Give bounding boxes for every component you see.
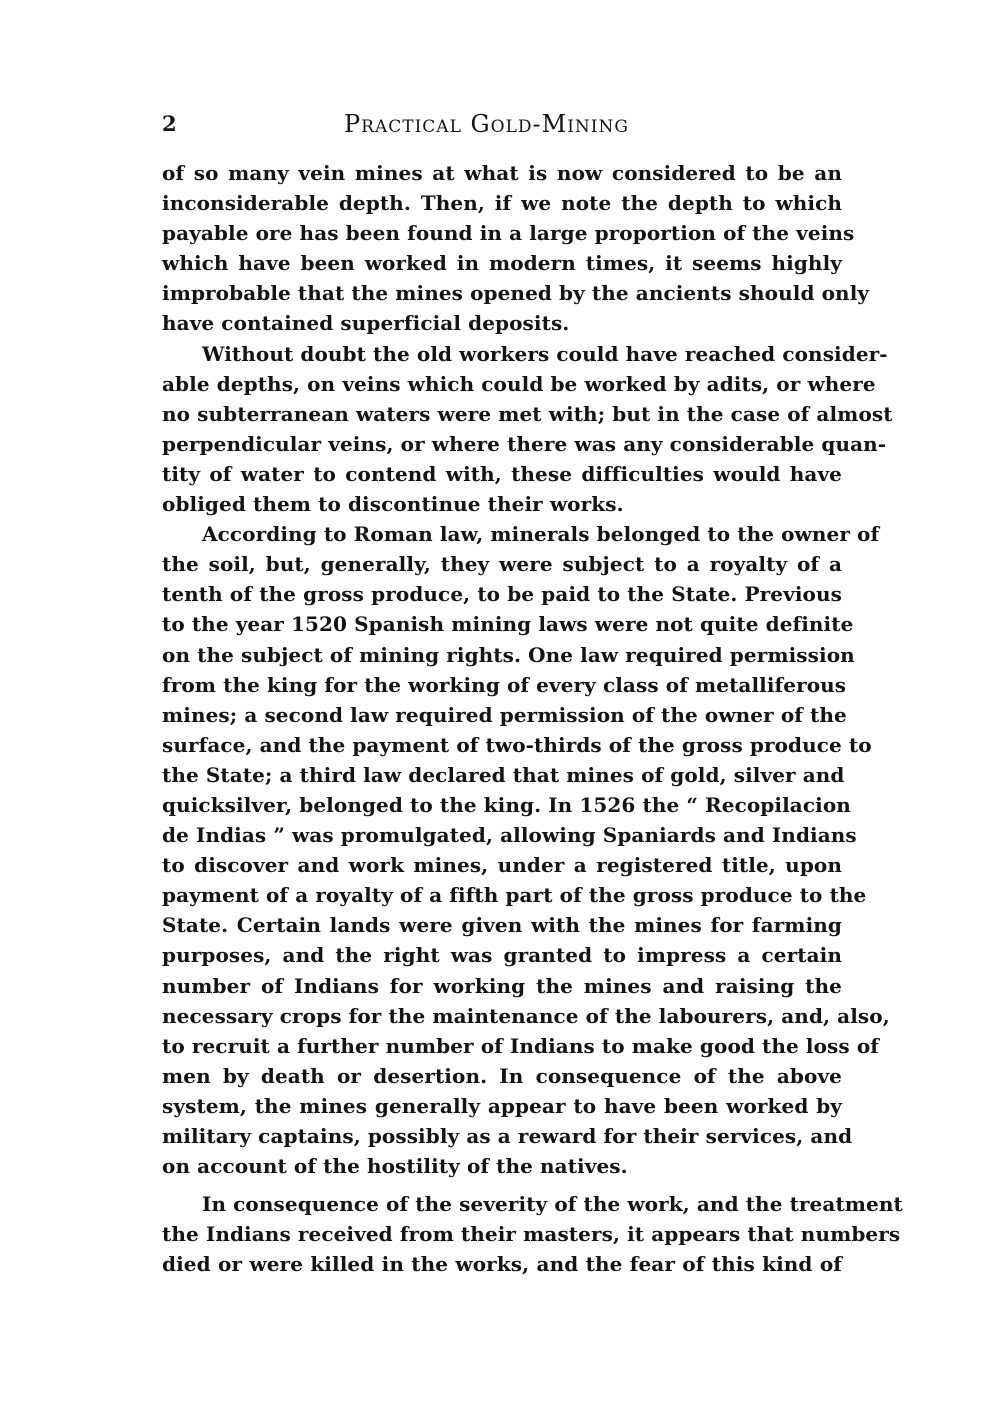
- text-line: mines; a second law required permission of the owner of the: [162, 702, 847, 727]
- page-number: 2: [162, 111, 177, 136]
- text-line: to the year 1520 Spanish mining laws were not quite definite: [162, 612, 854, 637]
- paragraph-1: [162, 158, 870, 339]
- text-line: tenth of the gross produce, to be paid to the State. Previous: [162, 582, 842, 607]
- text-line: which have been worked in modern times, it seems highly: [162, 251, 842, 276]
- text-line: system, the mines generally appear to have been worked by: [162, 1093, 842, 1118]
- text-line: In consequence of the severity of the work, and the treatment: [202, 1192, 903, 1217]
- text-line: de Indias ” was promulgated, allowing Spaniards and Indians: [162, 823, 857, 848]
- text-line: the soil, but, generally, they were subject to a royalty of a: [162, 552, 842, 577]
- text-line: According to Roman law, minerals belonged to the owner of: [202, 522, 880, 547]
- text-line: from the king for the working of every class of metalliferous: [162, 672, 847, 697]
- running-head: [162, 106, 842, 142]
- text-line: quicksilver, belonged to the king. In 1526 the “ Recopilacion: [162, 792, 851, 817]
- text-line: inconsiderable depth. Then, if we note the depth to which: [162, 191, 842, 216]
- text-line: tity of water to contend with, these difficulties would have: [162, 461, 842, 486]
- text-line: improbable that the mines opened by the ancients should only: [162, 281, 870, 306]
- text-line: Without doubt the old workers could have reached consider-: [202, 341, 888, 366]
- text-line: military captains, possibly as a reward for their services, and: [162, 1124, 853, 1148]
- text-line: purposes, and the right was granted to impress a certain: [162, 943, 842, 968]
- text-line: died or were killed in the works, and the fear of this kind of: [162, 1252, 842, 1277]
- paragraph-3: [162, 519, 890, 1181]
- text-line: to recruit a further number of Indians to make good the loss of: [162, 1033, 879, 1058]
- paragraph-4: [162, 1189, 903, 1279]
- text-line: the State; a third law declared that mines of gold, silver and: [162, 762, 845, 787]
- running-title: Practical Gold-Mining: [344, 110, 629, 138]
- text-line: obliged them to discontinue their works.: [162, 492, 624, 517]
- text-line: perpendicular veins, or where there was any considerable quan-: [162, 431, 887, 456]
- text-line: of so many vein mines at what is now considered to be an: [162, 161, 842, 185]
- text-line: on account of the hostility of the natives.: [162, 1154, 628, 1179]
- text-line: on the subject of mining rights. One law required permission: [162, 642, 855, 667]
- text-line: payable ore has been found in a large proportion of the veins: [162, 221, 855, 246]
- text-line: surface, and the payment of two-thirds of the gross produce to: [162, 732, 872, 757]
- text-line: have contained superficial deposits.: [162, 311, 570, 336]
- text-line: no subterranean waters were met with; but in the case of almost: [162, 401, 893, 426]
- text-line: number of Indians for working the mines and raising the: [162, 973, 842, 998]
- paragraph-2: [162, 339, 893, 520]
- text-line: able depths, on veins which could be worked by adits, or where: [162, 371, 876, 396]
- text-line: State. Certain lands were given with the mines for farming: [162, 913, 842, 938]
- text-line: to discover and work mines, under a registered title, upon: [162, 853, 842, 878]
- text-line: men by death or desertion. In consequence of the above: [162, 1063, 842, 1088]
- text-line: necessary crops for the maintenance of the labourers, and, also,: [162, 1003, 890, 1028]
- body-text: [162, 158, 903, 1279]
- text-line: payment of a royalty of a fifth part of the gross produce to the: [162, 883, 867, 908]
- text-line: the Indians received from their masters, it appears that numbers: [162, 1222, 901, 1247]
